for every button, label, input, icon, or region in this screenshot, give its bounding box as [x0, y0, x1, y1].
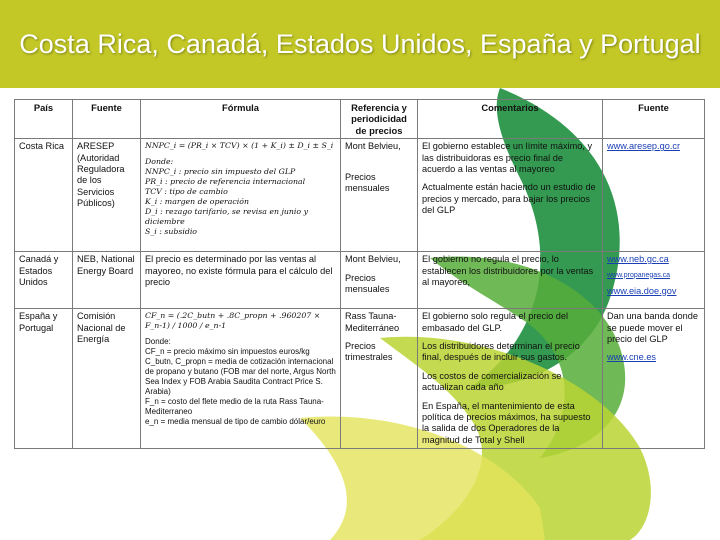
- source-link[interactable]: www.neb.gc.ca: [607, 254, 669, 265]
- cell-fuente: ARESEP (Autoridad Reguladora de los Servicios Públicos): [73, 139, 141, 252]
- comment-paragraph: El gobierno no regula el precio, lo establecen los distribuidores por la ventas al mayoreo,: [422, 254, 594, 288]
- cell-comentarios: [418, 139, 603, 252]
- cell-pais: Canadá y Estados Unidos: [15, 252, 73, 309]
- header-comentarios: Comentarios: [418, 100, 603, 139]
- comment-paragraph: El gobierno establece un límite máximo, y las distribuidoras es precio final de acuerdo a las ventas al mayoreo: [422, 141, 593, 175]
- comment-paragraph: Los costos de comercialización se actualizan cada año: [422, 370, 562, 393]
- cell-referencia: [341, 309, 418, 449]
- header-fuente-2: Fuente: [603, 100, 705, 139]
- source-link[interactable]: www.cne.es: [607, 352, 657, 363]
- cell-fuente: Comisión Nacional de Energía: [73, 309, 141, 449]
- cell-fuente-links: [603, 139, 705, 252]
- table-row-espana-portugal: [15, 309, 705, 449]
- comment-paragraph: El gobierno solo regula el precio del embasado del GLP.: [422, 311, 569, 333]
- slide-title: Costa Rica, Canadá, Estados Unidos, España y Portugal: [19, 28, 701, 59]
- cell-fuente: NEB, National Energy Board: [73, 252, 141, 309]
- reference-period: Precios mensuales: [345, 171, 390, 194]
- formula-equation: NNPC_i = (PR_i × TCV) × (1 + K_i) ± D_i ± S_i: [145, 141, 334, 151]
- source-link[interactable]: www.aresep.go.cr: [607, 141, 681, 152]
- table-row-costa-rica: [15, 139, 705, 252]
- reference-source: Rass Tauna-Mediterráneo: [345, 311, 400, 333]
- source-note: Dan una banda donde se puede mover el precio del GLP: [607, 311, 698, 345]
- reference-period: Precios mensuales: [345, 272, 390, 295]
- cell-fuente-links: [603, 252, 705, 309]
- formula-legend: Donde: NNPC_i : precio sin impuesto del GLP PR_i : precio de referencia internacional TCV : tipo de cambio K_i : margen de operación D_i : rezago tarifario, se revisa en junio y diciembre S_i : subsidio: [145, 157, 309, 237]
- header-formula: Fórmula: [141, 100, 341, 139]
- formula-legend: Donde: CF_n = precio máximo sin impuestos euros/kg C_butn, C_propn = media de cotización internacional de propano y butano (FOB mar del norte, Argus North Sea Index y FOB Arabia Saudita Contract Price S. Arabia) F_n = costo del flete medio de la ruta Rass Tauna-Mediterraneo e_n = media mensual de tipo de cambio dólar/euro: [145, 337, 336, 427]
- formula-equation: CF_n = (.2C_butn + .8C_propn + .960207 × F_n-1) / 1000 / e_n-1: [145, 311, 321, 331]
- header-pais: País: [15, 100, 73, 139]
- source-link[interactable]: www.eia.doe.gov: [607, 285, 677, 296]
- cell-formula: El precio es determinado por las ventas al mayoreo, no existe fórmula para el cálculo del precio: [141, 252, 341, 309]
- cell-referencia: [341, 252, 418, 309]
- header-referencia: Referencia y periodicidad de precios: [341, 100, 418, 139]
- header-fuente: Fuente: [73, 100, 141, 139]
- cell-comentarios: [418, 252, 603, 309]
- gas-price-table: [14, 99, 705, 449]
- cell-formula: [141, 309, 341, 449]
- reference-source: Mont Belvieu,: [345, 141, 401, 152]
- comment-paragraph: En España, el mantenimiento de esta política de precios máximos, ha supuesto la salida de dos Operadores de la magnitud de Total y Shell: [422, 400, 591, 445]
- comment-paragraph: Actualmente están haciendo un estudio de precios y mercado, para bajar los precios del GLP: [422, 182, 596, 216]
- table-row-canada-usa: [15, 252, 705, 309]
- cell-fuente-links: [603, 309, 705, 449]
- reference-source: Mont Belvieu,: [345, 254, 401, 265]
- slide-title-bar: [0, 0, 720, 88]
- cell-pais: España y Portugal: [15, 309, 73, 449]
- comment-paragraph: Los distribuidores determinan el precio final, después de incluir sus gastos.: [422, 341, 580, 363]
- cell-formula: [141, 139, 341, 252]
- table-header-row: [15, 100, 705, 139]
- cell-referencia: [341, 139, 418, 252]
- reference-period: Precios trimestrales: [345, 341, 393, 363]
- cell-pais: Costa Rica: [15, 139, 73, 252]
- cell-comentarios: [418, 309, 603, 449]
- source-link[interactable]: www.propanegas.ca: [607, 271, 671, 279]
- gas-price-table-container: [14, 99, 704, 511]
